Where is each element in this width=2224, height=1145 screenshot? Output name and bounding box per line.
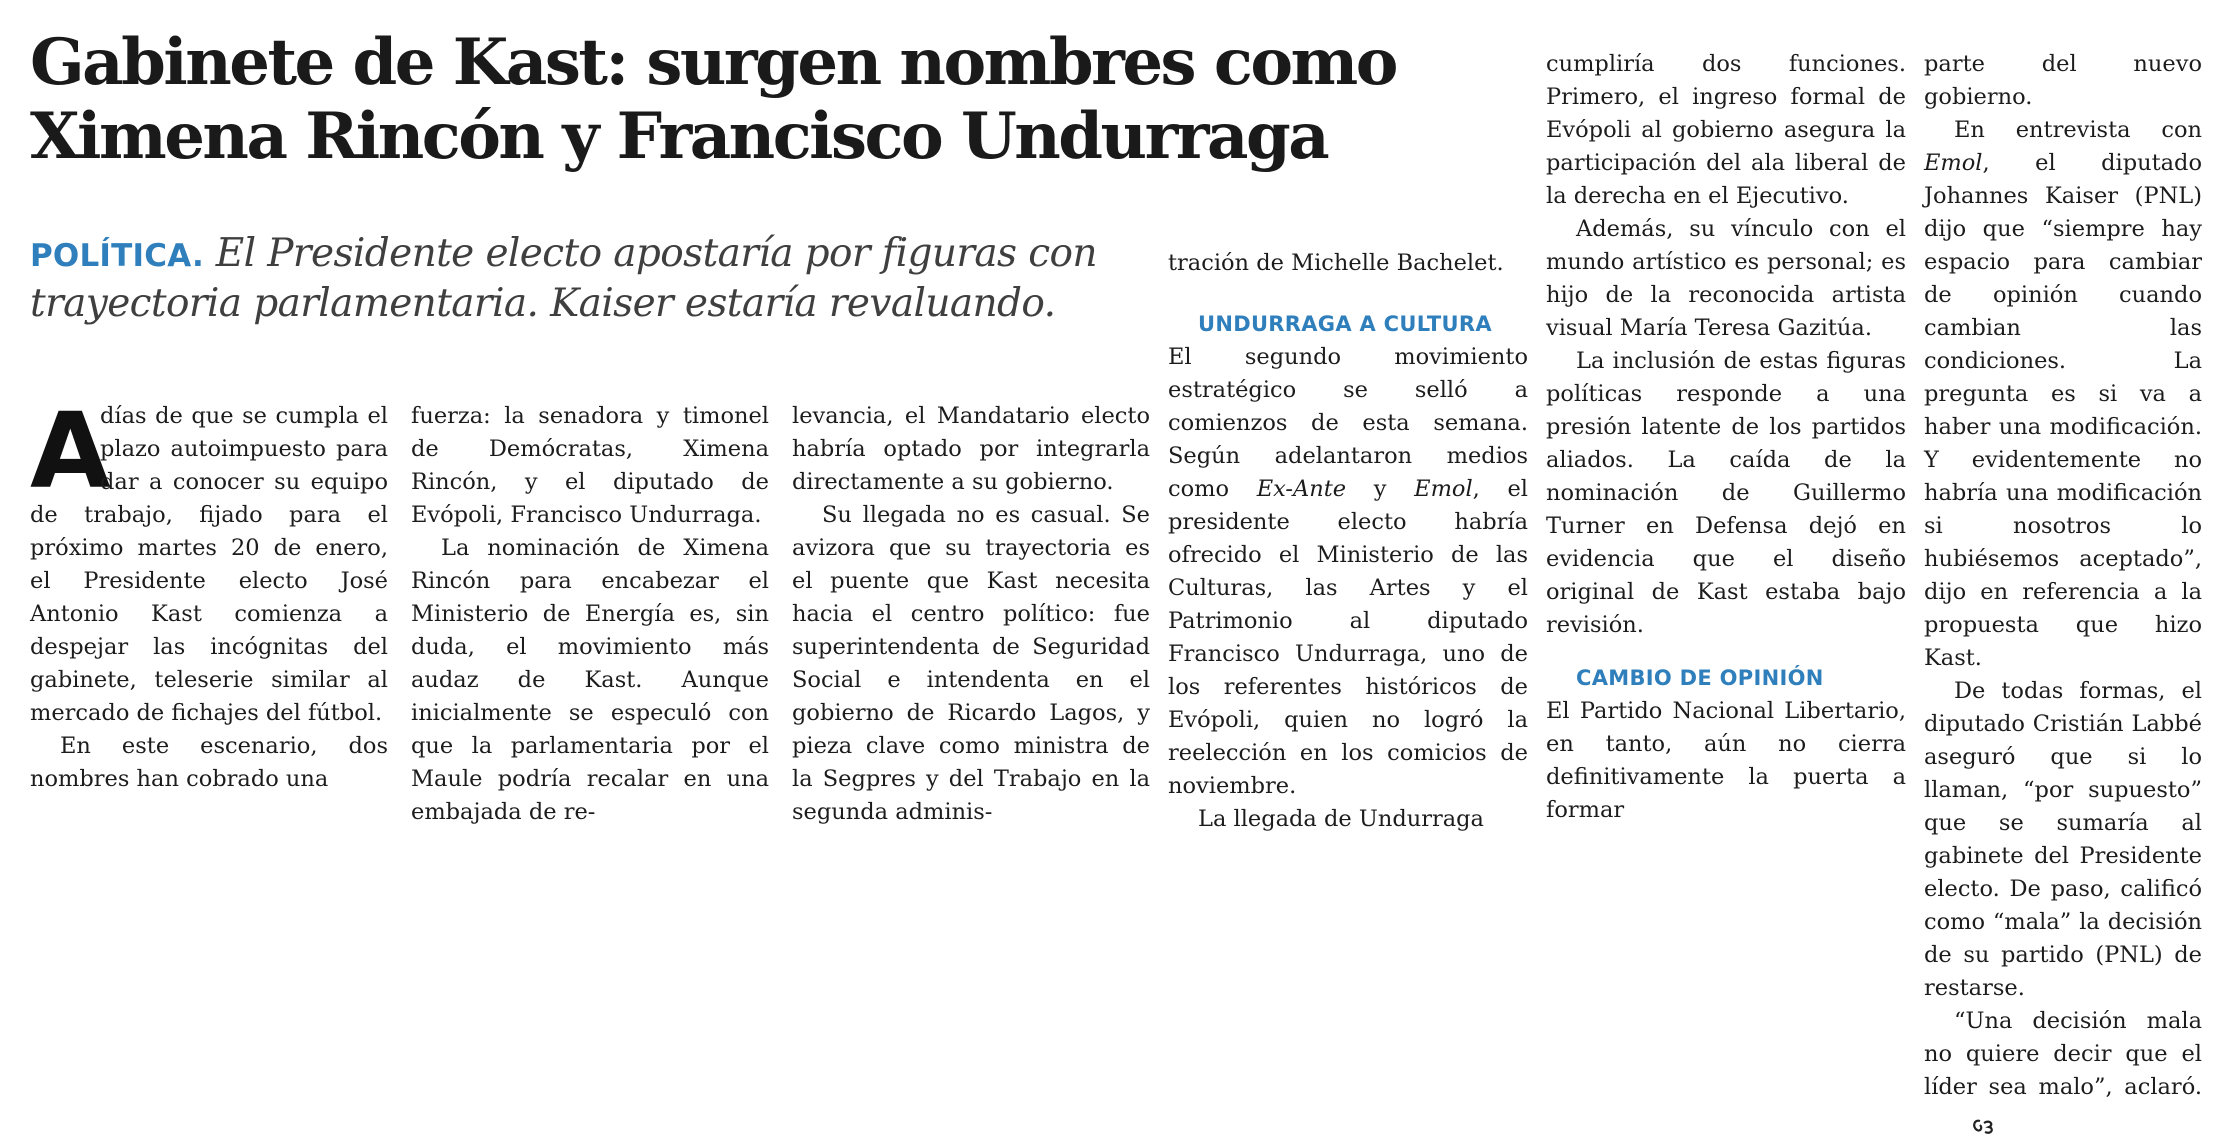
paragraph: “Una decisión mala no quiere decir que el líder sea malo”, aclaró.	[1924, 1005, 2202, 1137]
paragraph: En este escenario, dos nombres han cobrado una	[30, 733, 388, 792]
paragraph: De todas formas, el diputado Cristián Labbé aseguró que si lo llaman, “por supuesto” que se sumaría al gabinete del Presidente electo. De paso, calificó como “mala” la decisión de su partido (PNL) de restarse.	[1924, 678, 2202, 1001]
paragraph: parte del nuevo gobierno.	[1924, 51, 2202, 110]
paragraph: tración de Michelle Bachelet.	[1168, 250, 1504, 276]
column-6	[1924, 48, 2202, 1137]
column-4	[1168, 247, 1528, 836]
end-of-article-icon	[1940, 1112, 1966, 1130]
paragraph: cumpliría dos funciones. Primero, el ingreso formal de Evópoli al gobierno asegura la participación del ala liberal de la derecha en el Ejecutivo.	[1546, 51, 1906, 209]
subheading-undurraga-a-cultura: UNDURRAGA A CULTURA	[1198, 312, 1492, 336]
headline-line-2: Ximena Rincón y Francisco Undurraga	[30, 99, 1328, 174]
paragraph: El segundo movimiento estratégico se selló a comienzos de esta semana. Según adelantaron medios como Ex-Ante y Emol, el presidente electo habría ofrecido el Ministerio de las Culturas, las Artes y el Patrimonio al diputado Francisco Undurraga, uno de los referentes históricos de Evópoli, quien no logró la reelección en los comicios de noviembre.	[1168, 344, 1528, 799]
lead-paragraph	[30, 390, 388, 730]
paragraph: La llegada de Undurraga	[1198, 806, 1484, 832]
headline	[30, 26, 1500, 174]
column-2	[411, 400, 769, 829]
deck-text: El Presidente electo apostaría por figuras con trayectoria parlamentaria. Kaiser estaría revaluando.	[30, 231, 1097, 326]
paragraph: La nominación de Ximena Rincón para encabezar el Ministerio de Energía es, sin duda, el movimiento más audaz de Kast. Aunque inicialmente se especuló con que la parlamentaria por el Maule podría recalar en una embajada de re-	[411, 535, 769, 825]
deck	[30, 230, 1150, 327]
paragraph: En entrevista con Emol, el diputado Johannes Kaiser (PNL) dijo que “siempre hay espacio para cambiar de opinión cuando cambian las condiciones. La pregunta es si va a haber una modificación. Y evidentemente no habría una modificación si nosotros lo hubiésemos aceptado”, dijo en referencia a la propuesta que hizo Kast.	[1924, 117, 2202, 671]
lead-text: días de que se cumpla el plazo autoimpuesto para dar a conocer su equipo de trabajo, fijado para el próximo martes 20 de enero, el Presidente electo José Antonio Kast comienza a despejar las incógnitas del gabinete, teleserie similar al mercado de fichajes del fútbol.	[30, 403, 388, 726]
column-3	[792, 400, 1150, 829]
paragraph: levancia, el Mandatario electo habría optado por integrarla directamente a su gobierno.	[792, 403, 1150, 495]
headline-line-1: Gabinete de Kast: surgen nombres como	[30, 25, 1396, 100]
paragraph: El Partido Nacional Libertario, en tanto, aún no cierra definitivamente la puerta a formar	[1546, 698, 1906, 823]
section-kicker: POLÍTICA.	[30, 238, 204, 274]
paragraph: Su llegada no es casual. Se avizora que su trayectoria es el puente que Kast necesita hacia el centro político: fue superintendenta de Seguridad Social e intendenta en el gobierno de Ricardo Lagos, y pieza clave como ministra de la Segpres y del Trabajo en la segunda adminis-	[792, 502, 1150, 825]
paragraph: La inclusión de estas figuras políticas responde a una presión latente de los partidos aliados. La caída de la nominación de Guillermo Turner en Defensa dejó en evidencia que el diseño original de Kast estaba bajo revisión.	[1546, 348, 1906, 638]
column-5	[1546, 48, 1906, 827]
subheading-cambio-de-opinion: CAMBIO DE OPINIÓN	[1576, 666, 1824, 690]
drop-cap: A	[30, 390, 111, 512]
paragraph: Además, su vínculo con el mundo artístico es personal; es hijo de la reconocida artista visual María Teresa Gazitúa.	[1546, 216, 1906, 341]
paragraph: fuerza: la senadora y timonel de Demócratas, Ximena Rincón, y el diputado de Evópoli, Francisco Undurraga.	[411, 403, 769, 528]
column-1	[30, 390, 388, 796]
